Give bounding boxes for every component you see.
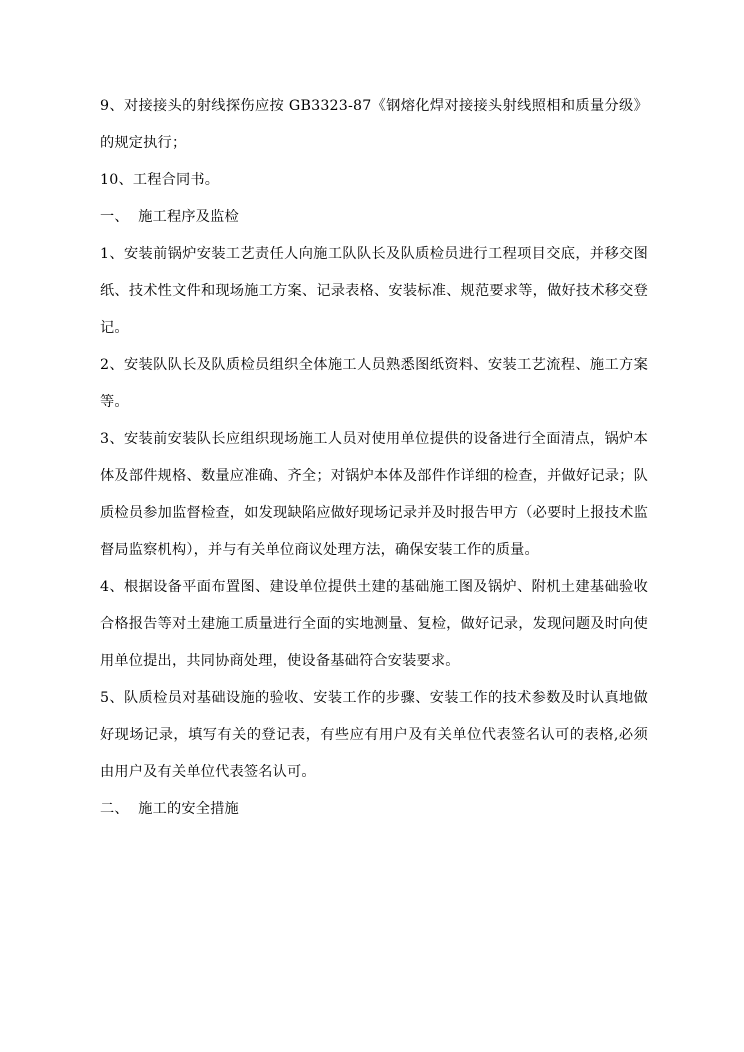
paragraph-item-10: 10、工程合同书。 [100, 172, 220, 188]
paragraph-item-5: 5、队质检员对基础设施的验收、安装工作的步骤、安装工作的技术参数及时认真地做好现场记录，填写有关的登记表，有些应有用户及有关单位代表签名认可的表格,必须由用户及有关单位代表签名认可。 [100, 690, 648, 780]
paragraph-item-3: 3、安装前安装队长应组织现场施工人员对使用单位提供的设备进行全面清点，锅炉本体及部件规格、数量应准确、齐全；对锅炉本体及部件作详细的检查，并做好记录；队质检员参加监督检查，如发现缺陷应做好现场记录并及时报告甲方（必要时上报技术监督局监察机构），并与有关单位商议处理方法，确保安装工作的质量。 [100, 431, 648, 558]
paragraph-item-4: 4、根据设备平面布置图、建设单位提供土建的基础施工图及锅炉、附机土建基础验收合格报告等对土建施工质量进行全面的实地测量、复检，做好记录，发现问题及时向使用单位提出，共同协商处理，使设备基础符合安装要求。 [100, 579, 648, 669]
paragraph-item-1: 1、安装前锅炉安装工艺责任人向施工队队长及队质检员进行工程项目交底，并移交图纸、技术性文件和现场施工方案、记录表格、安装标准、规范要求等，做好技术移交登记。 [100, 246, 648, 336]
section-heading-one: 一、 施工程序及监检 [100, 209, 239, 225]
document-body [100, 88, 648, 828]
paragraph-item-2: 2、安装队队长及队质检员组织全体施工人员熟悉图纸资料、安装工艺流程、施工方案等。 [100, 357, 648, 410]
section-heading-two: 二、 施工的安全措施 [100, 801, 239, 817]
paragraph-item-9: 9、对接接头的射线探伤应按 GB3323-87《钢熔化焊对接接头射线照相和质量分级》的规定执行； [100, 98, 648, 151]
